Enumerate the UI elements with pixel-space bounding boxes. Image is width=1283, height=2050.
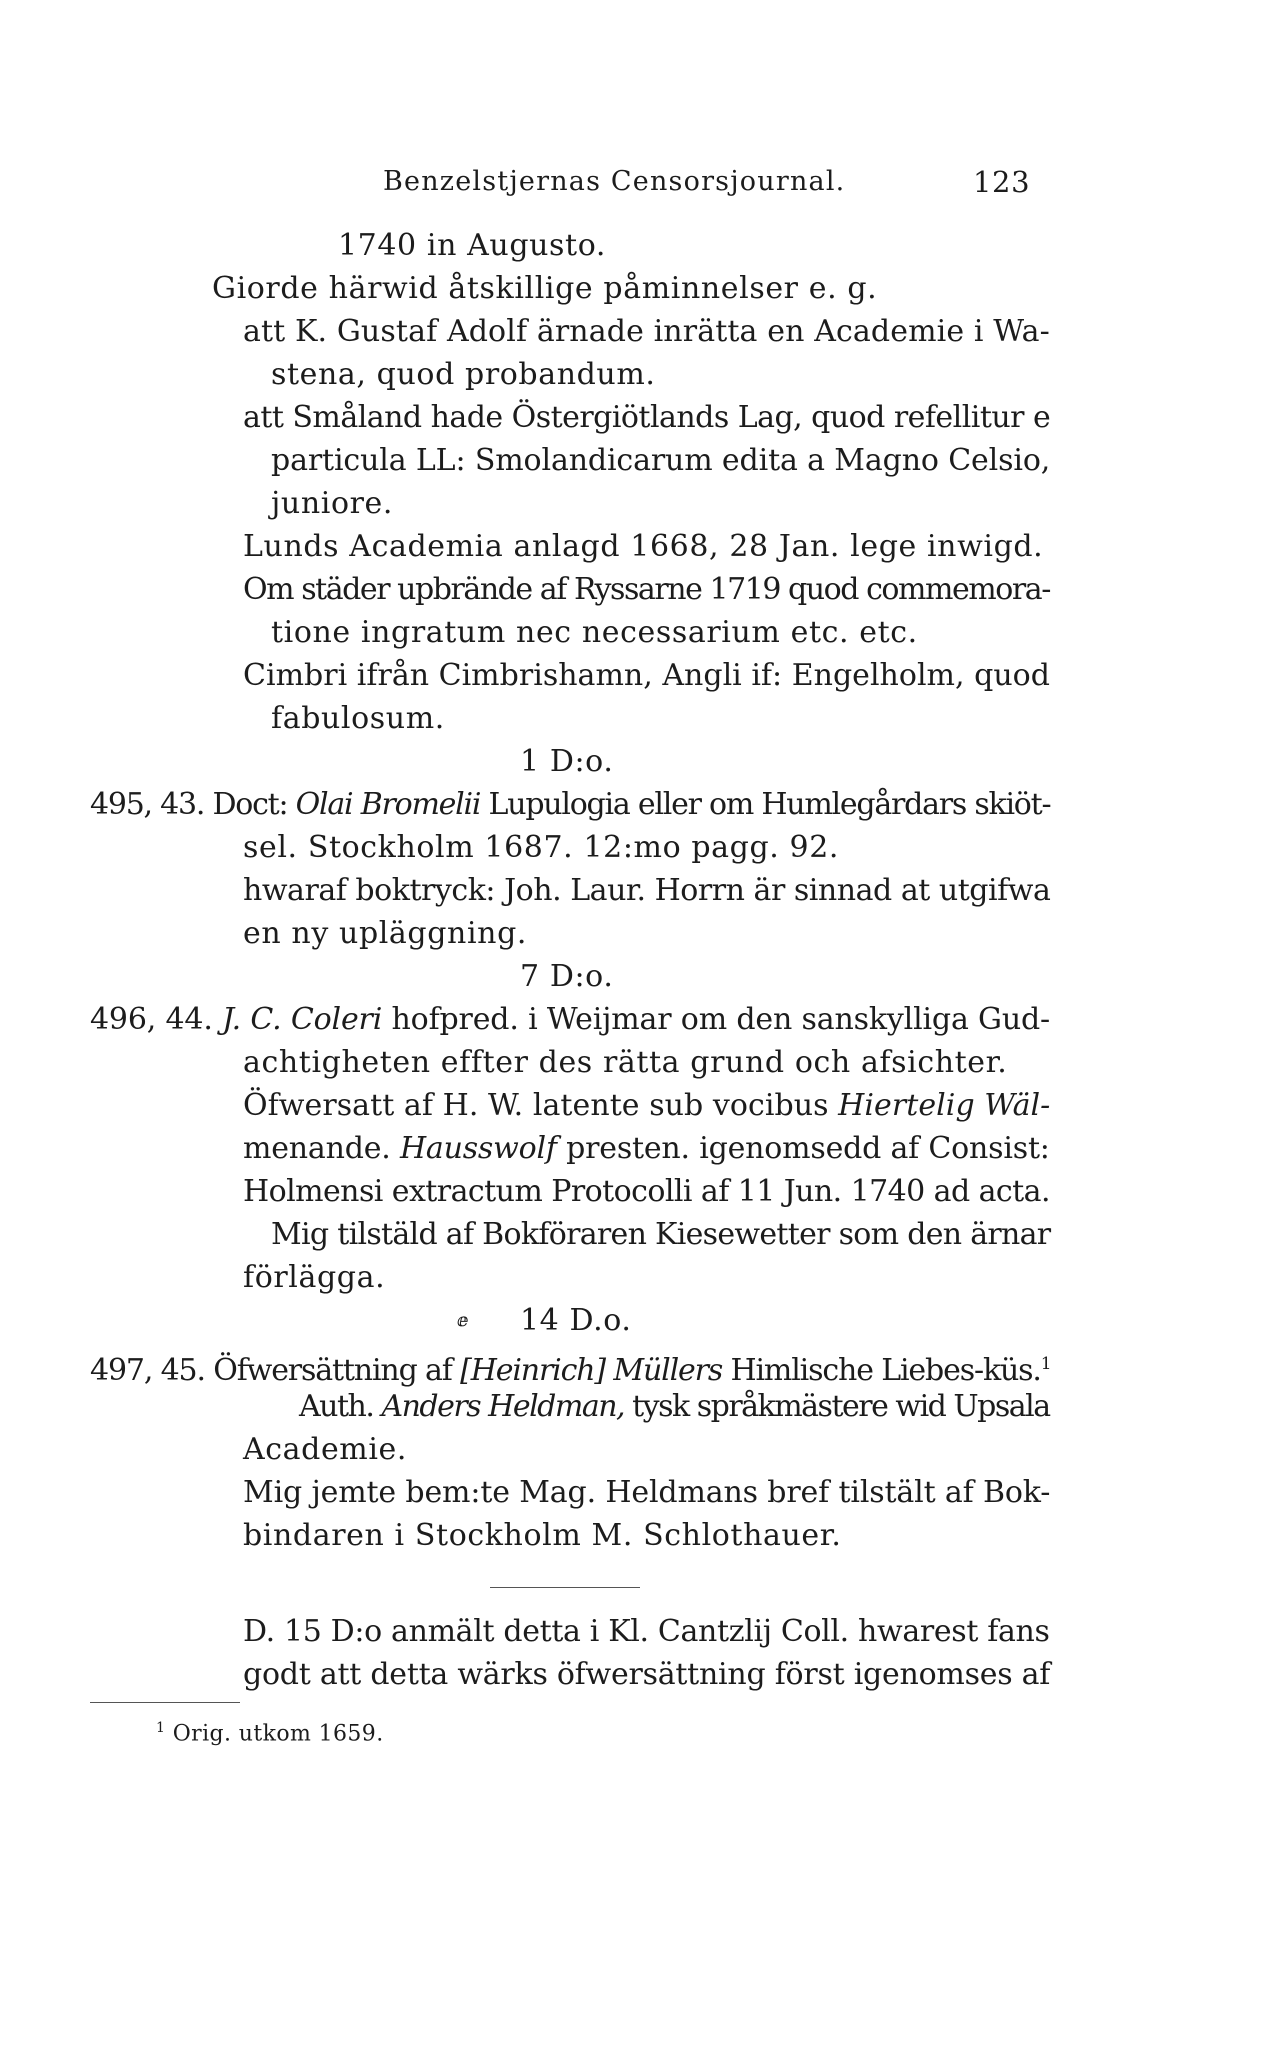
footnote-text: Orig. utkom 1659. [172,1721,384,1747]
text-line: 495, 43. Doct: Olai Bromelii Lupulogia eller om Humlegårdars skiöt- [90,787,1051,822]
text-line: Om städer upbrände af Ryssarne 1719 quod commemora- [243,572,1050,607]
text-line: fabulosum. [271,701,445,736]
text-line: Cimbri ifrån Cimbrishamn, Angli if: Engelholm, quod [243,658,1050,693]
text-line: 7 D:o. [520,959,614,994]
text-line: att Småland hade Östergiötlands Lag, quod refellitur e [243,400,1051,435]
text-line: achtigheten effter des rätta grund och afsichter. [243,1045,1008,1080]
text-line: 1740 in Augusto. [338,228,606,263]
text-line: bindaren i Stockholm M. Schlothauer. [243,1518,842,1553]
text-line: Auth. Anders Heldman, tysk språkmästere wid Upsala [299,1389,1050,1424]
text-line: hwaraf boktryck: Joh. Laur. Horrn är sinnad at utgifwa [243,873,1051,908]
text-line: Giorde härwid åtskillige påminnelser e. g. [212,271,878,306]
text-line: 496, 44. J. C. Coleri hofpred. i Weijmar om den sanskylliga Gud- [90,1002,1051,1037]
text-line: 1 D:o. [520,744,614,779]
text-line: D. 15 D:o anmält detta i Kl. Cantzlij Coll. hwarest fans [243,1614,1050,1649]
text-line: Mig jemte bem:te Mag. Heldmans bref tilstält af Bok- [243,1475,1051,1510]
text-line: stena, quod probandum. [271,357,656,392]
stray-mark: ⅇ [457,1310,470,1331]
text-line: att K. Gustaf Adolf ärnade inrätta en Academie i Wa- [243,314,1050,349]
text-line: particula LL: Smolandicarum edita a Magno Celsio, [271,443,1051,478]
footnote-marker: 1 [156,1720,166,1736]
footnote-ref: 1 [1040,1354,1051,1374]
text-line: godt att detta wärks öfwersättning först igenomses af [243,1657,1051,1692]
text-line: Öfwersatt af H. W. latente sub vocibus Hiertelig Wäl- [243,1088,1051,1123]
text-line: Holmensi extractum Protocolli af 11 Jun. 1740 ad acta. [243,1174,1050,1209]
text-line: sel. Stockholm 1687. 12:mo pagg. 92. [243,830,840,865]
running-title: Benzelstjernas Censorsjournal. [383,166,846,197]
text-line: tione ingratum nec necessarium etc. etc. [271,615,918,650]
text-line: menande. Hausswolf presten. igenomsedd af Consist: [243,1131,1050,1166]
text-line: Academie. [243,1432,408,1467]
footnote-rule [90,1702,240,1703]
text-line: Mig tilstäld af Bokföraren Kiesewetter som den ärnar [271,1217,1051,1252]
text-line: Lunds Academia anlagd 1668, 28 Jan. lege inwigd. [243,529,1044,564]
text-line: juniore. [271,486,394,521]
section-divider [490,1587,640,1588]
footnote [156,1710,384,1752]
text-line: en ny upläggning. [243,916,528,951]
text-line: förlägga. [243,1260,386,1295]
page-number: 123 [973,165,1031,199]
text-line: 497, 45. Öfwersättning af [Heinrich] Müllers Himlische Liebes-küs.$^1$ [90,1353,1051,1388]
text-line: 14 D.o. [520,1303,632,1338]
